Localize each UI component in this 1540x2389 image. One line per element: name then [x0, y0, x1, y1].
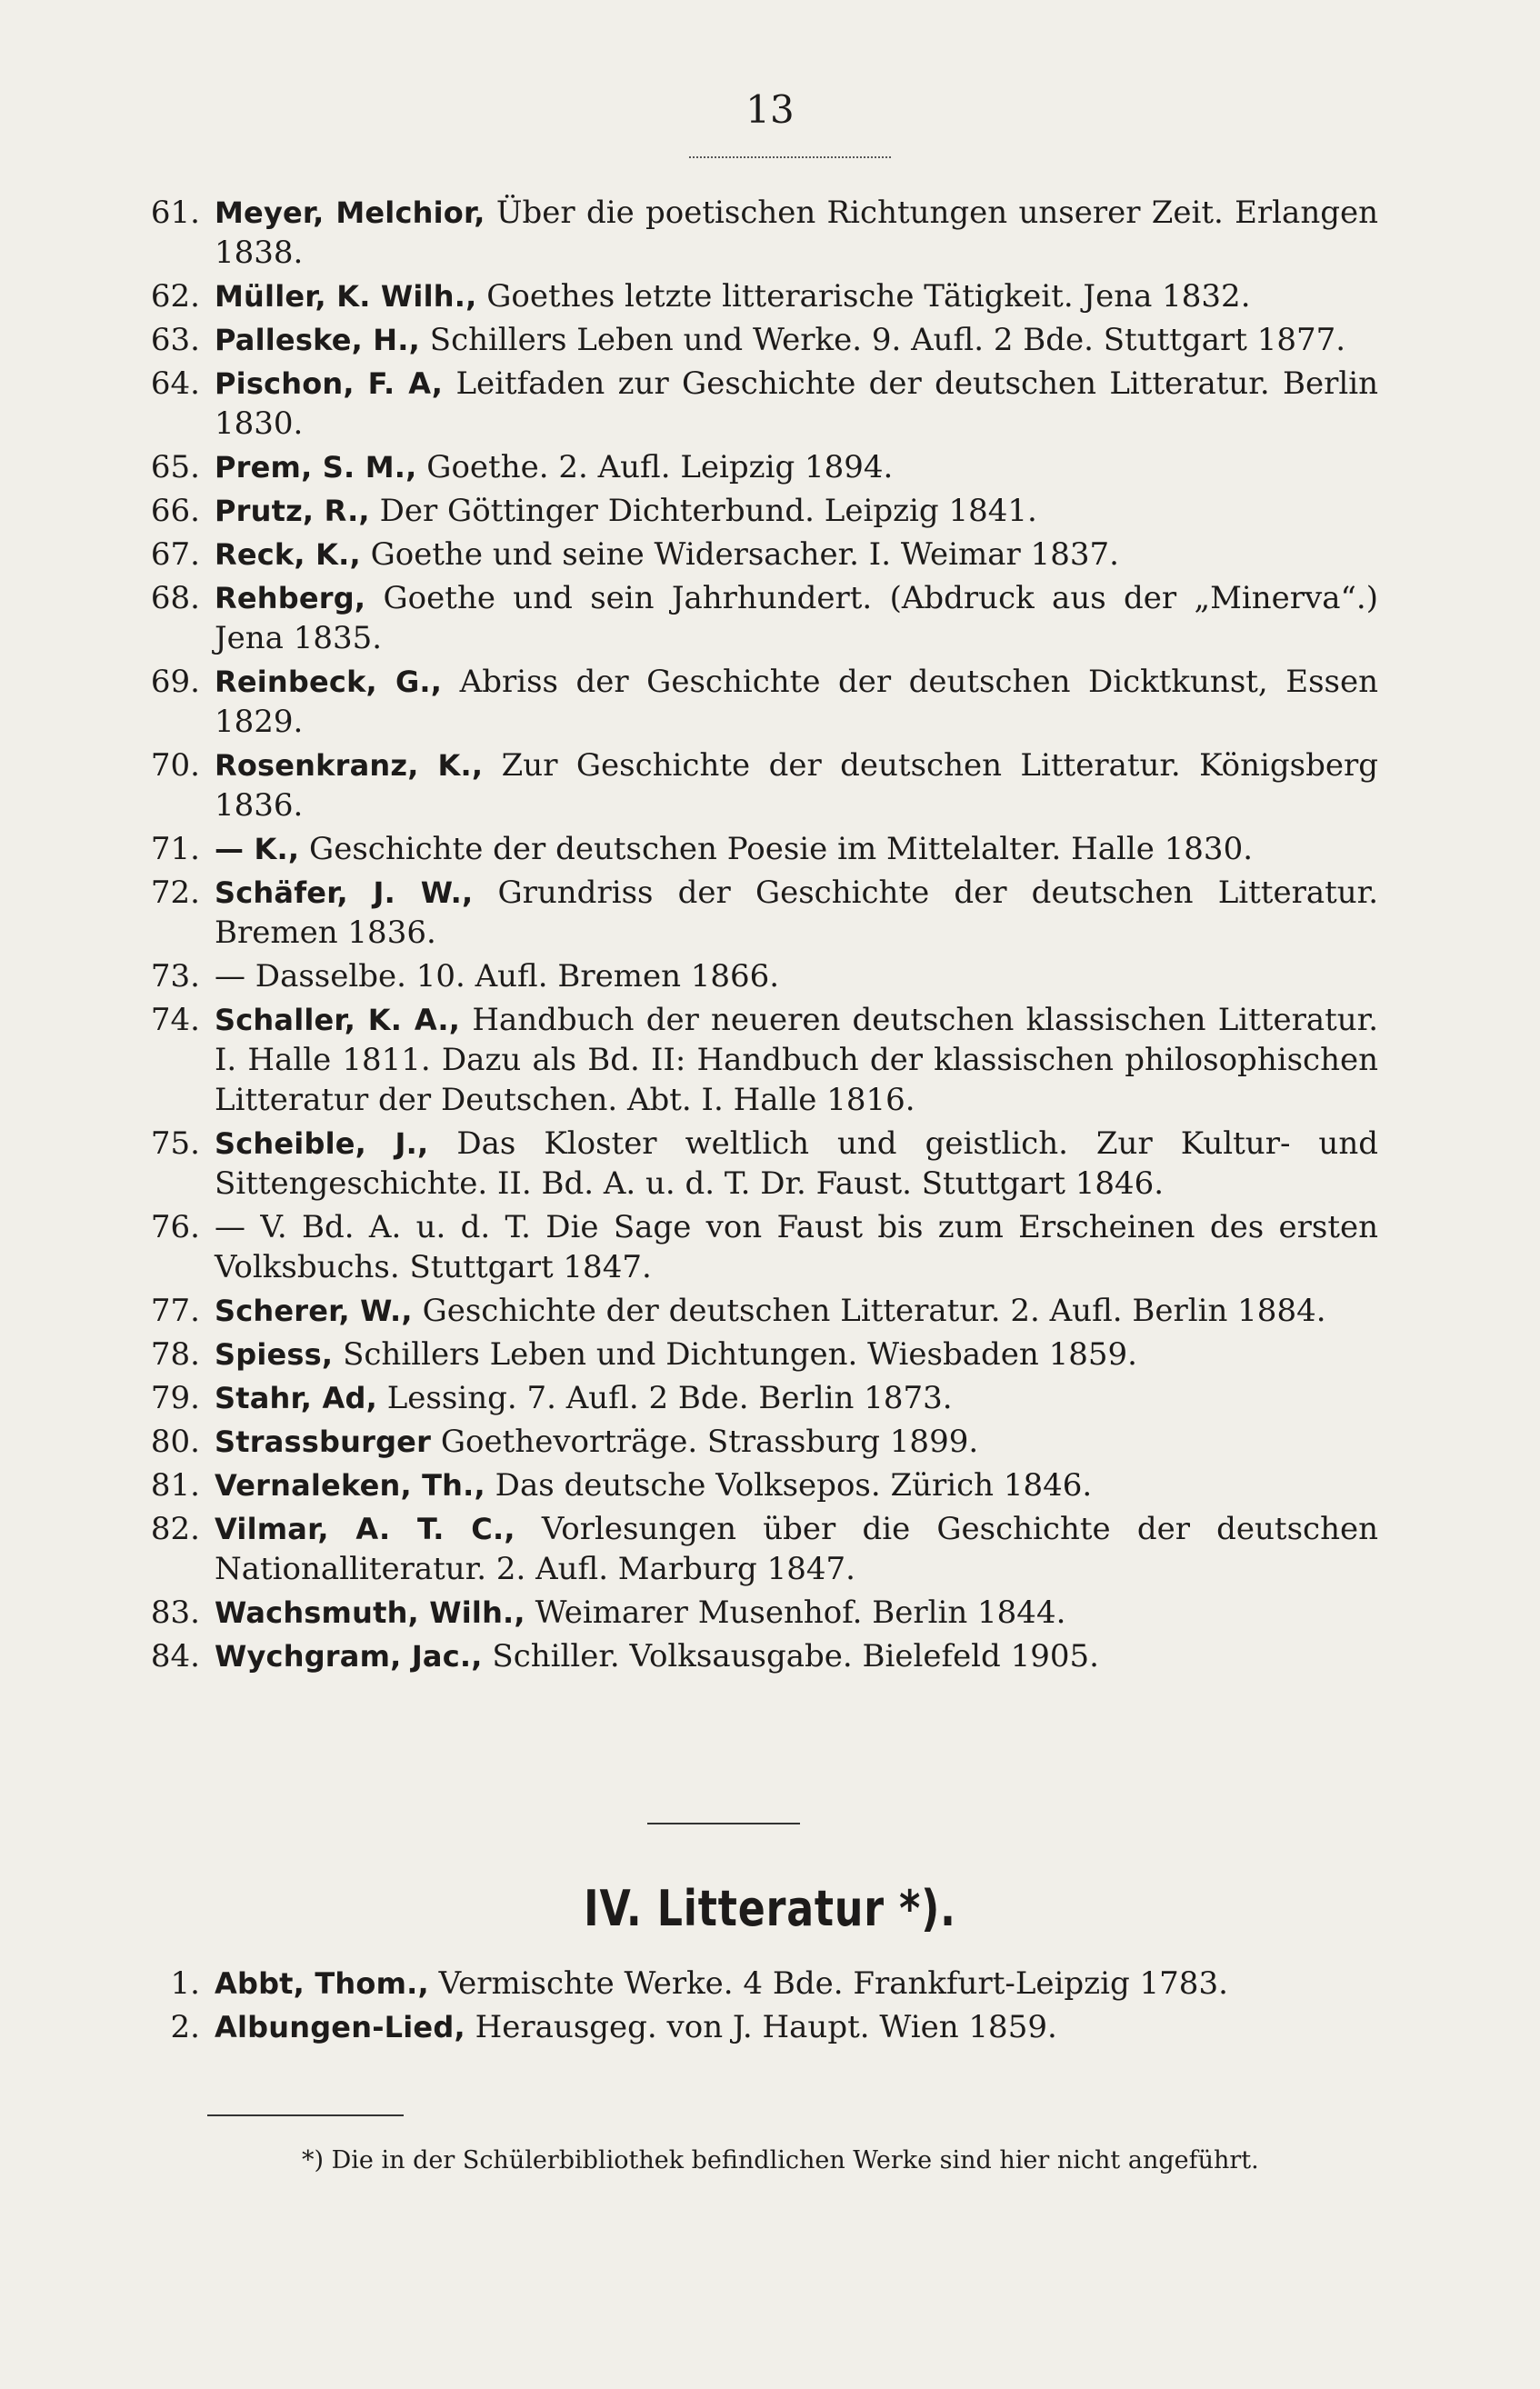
bibliography-entry	[150, 1207, 1378, 1287]
entry-number: 71.	[150, 831, 200, 867]
entry-text	[215, 1207, 1378, 1287]
entry-text	[215, 1000, 1378, 1120]
footnote-divider	[207, 2114, 404, 2116]
entry-title: Goethes letzte litterarische Tätigkeit. Jena 1832.	[476, 278, 1251, 315]
entry-author: Albungen-Lied,	[215, 2010, 465, 2044]
entry-number: 69.	[150, 664, 200, 700]
entry-number: 67.	[150, 536, 200, 573]
bibliography-entry	[150, 1291, 1378, 1331]
bibliography-entry	[150, 491, 1378, 531]
entry-text	[215, 320, 1378, 360]
decorative-wavy-line	[689, 151, 891, 158]
entry-text	[215, 1334, 1378, 1374]
entry-text	[215, 1636, 1378, 1676]
entry-text	[215, 1593, 1378, 1633]
bibliography-entry	[170, 1964, 1378, 2004]
entry-author: Müller, K. Wilh.,	[215, 279, 477, 314]
entry-number: 84.	[150, 1638, 200, 1674]
entry-number: 83.	[150, 1594, 200, 1631]
entry-number: 79.	[150, 1380, 200, 1416]
entry-text	[215, 1124, 1378, 1204]
entry-number: 80.	[150, 1424, 200, 1460]
entry-title: Goethe. 2. Aufl. Leipzig 1894.	[416, 449, 894, 485]
entry-author: Vernaleken, Th.,	[215, 1468, 485, 1503]
entry-text	[215, 745, 1378, 825]
entry-author: Palleske, H.,	[215, 323, 420, 357]
entry-title: Abriss der Geschichte der deutschen Dicktkunst, Essen 1829.	[215, 664, 1378, 740]
entry-author: Scherer, W.,	[215, 1294, 413, 1328]
bibliography-entry	[150, 1465, 1378, 1505]
entry-text	[215, 447, 1378, 487]
entry-number: 75.	[150, 1125, 200, 1162]
entry-title: Schillers Leben und Dichtungen. Wiesbaden 1859.	[333, 1336, 1137, 1373]
entry-title: Handbuch der neueren deutschen klassischen Litteratur. I. Halle 1811. Dazu als Bd. II: Handbuch der klassischen philosophischen Litteratur der Deutschen. Abt. I. Halle 1816.	[215, 1002, 1378, 1118]
entry-number: 82.	[150, 1511, 200, 1547]
entry-text	[215, 578, 1378, 658]
entry-title: Goethe und sein Jahrhundert. (Abdruck aus der „Minerva“.) Jena 1835.	[215, 580, 1378, 656]
entry-text	[215, 2007, 1378, 2047]
bibliography-entry	[150, 1636, 1378, 1676]
entry-title: Das Kloster weltlich und geistlich. Zur Kultur- und Sittengeschichte. II. Bd. A. u. d. T. Dr. Faust. Stuttgart 1846.	[215, 1125, 1378, 1202]
entry-title: Goethe und seine Widersacher. I. Weimar 1837.	[360, 536, 1119, 573]
entry-title: Lessing. 7. Aufl. 2 Bde. Berlin 1873.	[376, 1380, 953, 1416]
bibliography-entry	[150, 1509, 1378, 1589]
entry-text	[215, 1291, 1378, 1331]
bibliography-entry	[150, 364, 1378, 444]
bibliography-entry	[150, 193, 1379, 273]
bibliography-entry	[170, 2007, 1378, 2047]
entry-text	[215, 662, 1378, 742]
entry-number: 70.	[150, 747, 200, 784]
entry-author: Meyer, Melchior,	[215, 195, 485, 230]
entry-text	[215, 956, 1378, 996]
entry-author: Rosenkranz, K.,	[215, 748, 484, 783]
bibliography-entry	[150, 447, 1378, 487]
entry-title: — V. Bd. A. u. d. T. Die Sage von Faust bis zum Erscheinen des ersten Volksbuchs. Stuttgart 1847.	[215, 1209, 1378, 1285]
entry-title: Geschichte der deutschen Litteratur. 2. Aufl. Berlin 1884.	[412, 1293, 1326, 1329]
entry-author: Prutz, R.,	[215, 494, 370, 528]
entry-number: 77.	[150, 1293, 200, 1329]
entry-text	[215, 364, 1378, 444]
entry-number: 62.	[150, 278, 200, 315]
entry-title: Zur Geschichte der deutschen Litteratur. Königsberg 1836.	[215, 747, 1379, 824]
entry-author: Schäfer, J. W.,	[215, 875, 474, 910]
bibliography-entry	[150, 1334, 1378, 1374]
footnote: *) Die in der Schülerbibliothek befindlichen Werke sind hier nicht angeführt.	[302, 2146, 1259, 2174]
entry-author: Pischon, F. A,	[215, 366, 444, 401]
section-heading: IV. Litteratur *).	[584, 1880, 956, 1937]
bibliography-entry	[150, 320, 1378, 360]
entry-title: Leitfaden zur Geschichte der deutschen Litteratur. Berlin 1830.	[215, 365, 1378, 442]
entry-author: Wychgram, Jac.,	[215, 1639, 483, 1674]
bibliography-entry	[150, 829, 1378, 869]
entry-title: Goethevorträge. Strassburg 1899.	[431, 1424, 979, 1460]
entry-number: 73.	[150, 958, 200, 995]
entry-text	[215, 829, 1378, 869]
bibliography-entry	[150, 1593, 1378, 1633]
entry-author: Reck, K.,	[215, 537, 361, 572]
bibliography-entry	[150, 873, 1379, 953]
section-divider	[647, 1823, 800, 1824]
bibliography-list-literature	[170, 1964, 1378, 2051]
entry-title: Das deutsche Volksepos. Zürich 1846.	[485, 1467, 1093, 1504]
bibliography-entry	[150, 662, 1378, 742]
entry-text	[215, 1964, 1378, 2004]
entry-title: Schillers Leben und Werke. 9. Aufl. 2 Bde. Stuttgart 1877.	[420, 322, 1346, 358]
bibliography-entry	[150, 578, 1378, 658]
entry-title: Schiller. Volksausgabe. Bielefeld 1905.	[482, 1638, 1099, 1674]
entry-title: Vorlesungen über die Geschichte der deutschen Nationalliteratur. 2. Aufl. Marburg 1847.	[215, 1511, 1378, 1587]
entry-number: 65.	[150, 449, 200, 485]
entry-author: Stahr, Ad,	[215, 1381, 377, 1415]
bibliography-entry	[150, 1000, 1378, 1120]
entry-author: Vilmar, A. T. C.,	[215, 1512, 515, 1546]
entry-number: 68.	[150, 580, 200, 616]
entry-author: Schaller, K. A.,	[215, 1003, 461, 1037]
entry-author: Strassburger	[215, 1424, 432, 1459]
bibliography-entry	[150, 1422, 1378, 1462]
entry-number: 61.	[150, 195, 200, 231]
entry-number: 76.	[150, 1209, 200, 1245]
entry-number: 2.	[170, 2009, 200, 2045]
entry-title: Grundriss der Geschichte der deutschen Litteratur. Bremen 1836.	[215, 875, 1379, 951]
page-number: 13	[745, 87, 795, 132]
entry-text	[215, 491, 1378, 531]
entry-number: 74.	[150, 1002, 200, 1038]
entry-title: Vermischte Werke. 4 Bde. Frankfurt-Leipzig 1783.	[428, 1965, 1228, 2002]
entry-title: — Dasselbe. 10. Aufl. Bremen 1866.	[215, 958, 780, 995]
entry-title: Herausgeg. von J. Haupt. Wien 1859.	[465, 2009, 1057, 2045]
entry-number: 81.	[150, 1467, 200, 1504]
entry-number: 78.	[150, 1336, 200, 1373]
entry-text	[215, 193, 1378, 273]
entry-author: Prem, S. M.,	[215, 450, 417, 485]
entry-author: Wachsmuth, Wilh.,	[215, 1595, 525, 1630]
entry-number: 66.	[150, 493, 200, 529]
entry-author: Scheible, J.,	[215, 1126, 429, 1161]
entry-title: Geschichte der deutschen Poesie im Mittelalter. Halle 1830.	[299, 831, 1254, 867]
entry-text	[215, 535, 1378, 575]
entry-author: Abbt, Thom.,	[215, 1966, 429, 2001]
bibliography-entry	[150, 1378, 1378, 1418]
entry-text	[215, 276, 1378, 316]
bibliography-entry	[150, 745, 1379, 825]
entry-text	[215, 1422, 1378, 1462]
entry-author: Rehberg,	[215, 581, 366, 615]
entry-text	[215, 1378, 1378, 1418]
entry-author: — K.,	[215, 832, 300, 866]
entry-author: Spiess,	[215, 1337, 334, 1372]
entry-number: 1.	[170, 1965, 200, 2002]
entry-number: 72.	[150, 875, 200, 911]
bibliography-entry	[150, 535, 1378, 575]
bibliography-entry	[150, 276, 1378, 316]
bibliography-entry	[150, 1124, 1378, 1204]
entry-number: 63.	[150, 322, 200, 358]
entry-title: Weimarer Musenhof. Berlin 1844.	[525, 1594, 1066, 1631]
entry-text	[215, 1465, 1378, 1505]
entry-text	[215, 1509, 1378, 1589]
entry-title: Der Göttinger Dichterbund. Leipzig 1841.	[369, 493, 1037, 529]
entry-number: 64.	[150, 365, 200, 402]
entry-author: Reinbeck, G.,	[215, 665, 443, 699]
bibliography-list	[150, 193, 1379, 1680]
entry-text	[215, 873, 1378, 953]
entry-title: Über die poetischen Richtungen unserer Zeit. Erlangen 1838.	[215, 195, 1379, 271]
bibliography-entry	[150, 956, 1378, 996]
